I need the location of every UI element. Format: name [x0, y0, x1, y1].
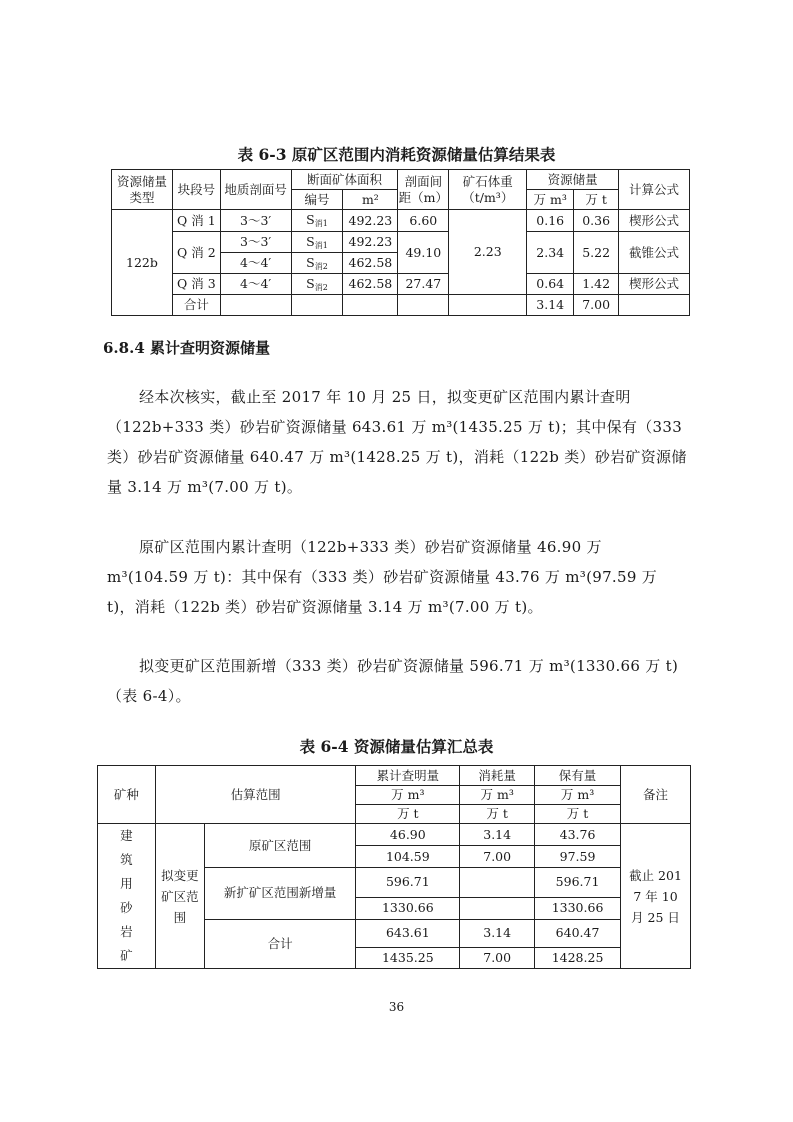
scope-cell — [155, 824, 204, 969]
table-6-3 — [111, 169, 690, 316]
profile-cell: 3～3′ — [220, 210, 291, 232]
area-no-cell — [291, 253, 343, 274]
unit-m3-cell: 万 m³ — [356, 786, 460, 805]
scope-text: 拟变更矿区范围 — [161, 867, 199, 925]
unit-t-cell: 万 t — [356, 805, 460, 824]
distance-cell: 6.60 — [398, 210, 449, 232]
keep-t-cell: 1428.25 — [535, 948, 621, 969]
reserve-m3-cell: 0.64 — [527, 274, 574, 295]
keep-m3-cell: 640.47 — [535, 919, 621, 948]
header-block: 块段号 — [172, 170, 220, 210]
header-consumed: 消耗量 — [460, 766, 535, 786]
header-mineral: 矿种 — [98, 766, 156, 824]
block-cell: Q 消 3 — [172, 274, 220, 295]
reserve-type-cell: 122b — [112, 210, 173, 316]
paragraph-1: 经本次核实，截止至 2017 年 10 月 25 日，拟变更矿区范围内累计查明（122b+333 类）砂岩矿资源储量 643.61 万 m³(1435.25 万 t)；其中保有（333 类）砂岩矿资源储量 640.47 万 m³(1428.25 万 t)，消耗（122b 类）砂岩矿资源储量 3.14 万 m³(7.00 万 t)。 — [107, 388, 687, 496]
remark-text: 截止 2017 年 10 月 25 日 — [629, 867, 682, 925]
area-no-symbol: S — [306, 254, 315, 270]
cum-t-cell: 104.59 — [356, 846, 460, 868]
table-6-4 — [97, 765, 691, 969]
cons-m3-cell — [460, 868, 535, 898]
keep-t-cell: 1330.66 — [535, 897, 621, 919]
table-total-row — [112, 295, 690, 316]
header-formula: 计算公式 — [619, 170, 690, 210]
formula-cell: 楔形公式 — [619, 210, 690, 232]
area-cell: 492.23 — [343, 210, 398, 232]
unit-m3-cell: 万 m³ — [460, 786, 535, 805]
cons-t-cell — [460, 897, 535, 919]
remark-cell — [621, 824, 691, 969]
unit-t-cell: 万 t — [460, 805, 535, 824]
area-no-cell — [291, 210, 343, 232]
total-t-cell: 7.00 — [574, 295, 619, 316]
table-row — [112, 210, 690, 232]
reserve-t-cell: 0.36 — [574, 210, 619, 232]
area-no-subscript: 消1 — [314, 240, 328, 250]
cons-t-cell: 7.00 — [460, 846, 535, 868]
cons-m3-cell: 3.14 — [460, 824, 535, 846]
cum-m3-cell: 46.90 — [356, 824, 460, 846]
block-cell: Q 消 1 — [172, 210, 220, 232]
profile-cell: 3～3′ — [220, 232, 291, 253]
formula-cell: 截锥公式 — [619, 232, 690, 274]
area-no-symbol: S — [306, 275, 315, 291]
formula-cell: 楔形公式 — [619, 274, 690, 295]
keep-t-cell: 97.59 — [535, 846, 621, 868]
area-no-subscript: 消2 — [314, 261, 328, 271]
table-row — [98, 824, 691, 846]
header-scope: 估算范围 — [155, 766, 356, 824]
area-no-cell — [291, 274, 343, 295]
reserve-t-cell: 5.22 — [574, 232, 619, 274]
cum-m3-cell: 596.71 — [356, 868, 460, 898]
header-reserve: 资源储量 — [527, 170, 619, 190]
total-label-cell: 合计 — [172, 295, 220, 316]
cum-m3-cell: 643.61 — [356, 919, 460, 948]
header-density: 矿石体重（t/m³） — [449, 170, 527, 210]
header-retained: 保有量 — [535, 766, 621, 786]
empty-cell — [449, 295, 527, 316]
area-no-symbol: S — [306, 233, 315, 249]
unit-t-cell: 万 t — [535, 805, 621, 824]
area-cell: 492.23 — [343, 232, 398, 253]
reserve-m3-cell: 2.34 — [527, 232, 574, 274]
paragraph-2: 原矿区范围内累计查明（122b+333 类）砂岩矿资源储量 46.90 万 m³(104.59 万 t)：其中保有（333 类）砂岩矿资源储量 43.76 万 m³(97.59 万 t)，消耗（122b 类）砂岩矿资源储量 3.14 万 m³(7.00 万 t)。 — [107, 538, 658, 616]
density-cell: 2.23 — [449, 210, 527, 295]
keep-m3-cell: 43.76 — [535, 824, 621, 846]
area-no-symbol: S — [306, 212, 315, 227]
row-label-cell: 合计 — [204, 919, 356, 969]
cons-m3-cell: 3.14 — [460, 919, 535, 948]
keep-m3-cell: 596.71 — [535, 868, 621, 898]
paragraph-3: 拟变更矿区范围新增（333 类）砂岩矿资源储量 596.71 万 m³(1330.66 万 t)（表 6-4）。 — [107, 657, 679, 705]
empty-cell — [291, 295, 343, 316]
area-cell: 462.58 — [343, 253, 398, 274]
reserve-t-cell: 1.42 — [574, 274, 619, 295]
table-6-3-caption: 表 6-3 原矿区范围内消耗资源储量估算结果表 — [237, 145, 556, 164]
area-no-subscript: 消2 — [314, 282, 328, 292]
page-number: 36 — [388, 1000, 405, 1014]
header-area: 断面矿体面积 — [291, 170, 398, 190]
mineral-cell — [98, 824, 156, 969]
header-reserve-t: 万 t — [574, 190, 619, 210]
reserve-m3-cell: 0.16 — [527, 210, 574, 232]
header-type: 资源储量类型 — [112, 170, 173, 210]
empty-cell — [398, 295, 449, 316]
unit-m3-cell: 万 m³ — [535, 786, 621, 805]
area-no-cell — [291, 232, 343, 253]
header-area-no: 编号 — [291, 190, 343, 210]
empty-cell — [343, 295, 398, 316]
profile-cell: 4～4′ — [220, 274, 291, 295]
table-6-4-caption: 表 6-4 资源储量估算汇总表 — [299, 737, 494, 756]
cons-t-cell: 7.00 — [460, 948, 535, 969]
header-reserve-m3: 万 m³ — [527, 190, 574, 210]
header-distance: 剖面间距（m） — [398, 170, 449, 210]
table-row — [112, 232, 690, 253]
header-profile: 地质剖面号 — [220, 170, 291, 210]
header-remark: 备注 — [621, 766, 691, 824]
mineral-text: 建筑用砂岩矿 — [120, 828, 133, 963]
header-cumulative: 累计查明量 — [356, 766, 460, 786]
area-no-subscript: 消1 — [314, 219, 328, 228]
distance-cell: 27.47 — [398, 274, 449, 295]
area-cell: 462.58 — [343, 274, 398, 295]
empty-cell — [619, 295, 690, 316]
table-row — [112, 274, 690, 295]
profile-cell: 4～4′ — [220, 253, 291, 274]
block-cell: Q 消 2 — [172, 232, 220, 274]
row-label-cell: 新扩矿区范围新增量 — [204, 868, 356, 920]
section-heading: 6.8.4 累计查明资源储量 — [103, 339, 270, 357]
row-label-cell: 原矿区范围 — [204, 824, 356, 868]
total-m3-cell: 3.14 — [527, 295, 574, 316]
header-area-unit: m² — [343, 190, 398, 210]
distance-cell: 49.10 — [398, 232, 449, 274]
cum-t-cell: 1435.25 — [356, 948, 460, 969]
cum-t-cell: 1330.66 — [356, 897, 460, 919]
empty-cell — [220, 295, 291, 316]
